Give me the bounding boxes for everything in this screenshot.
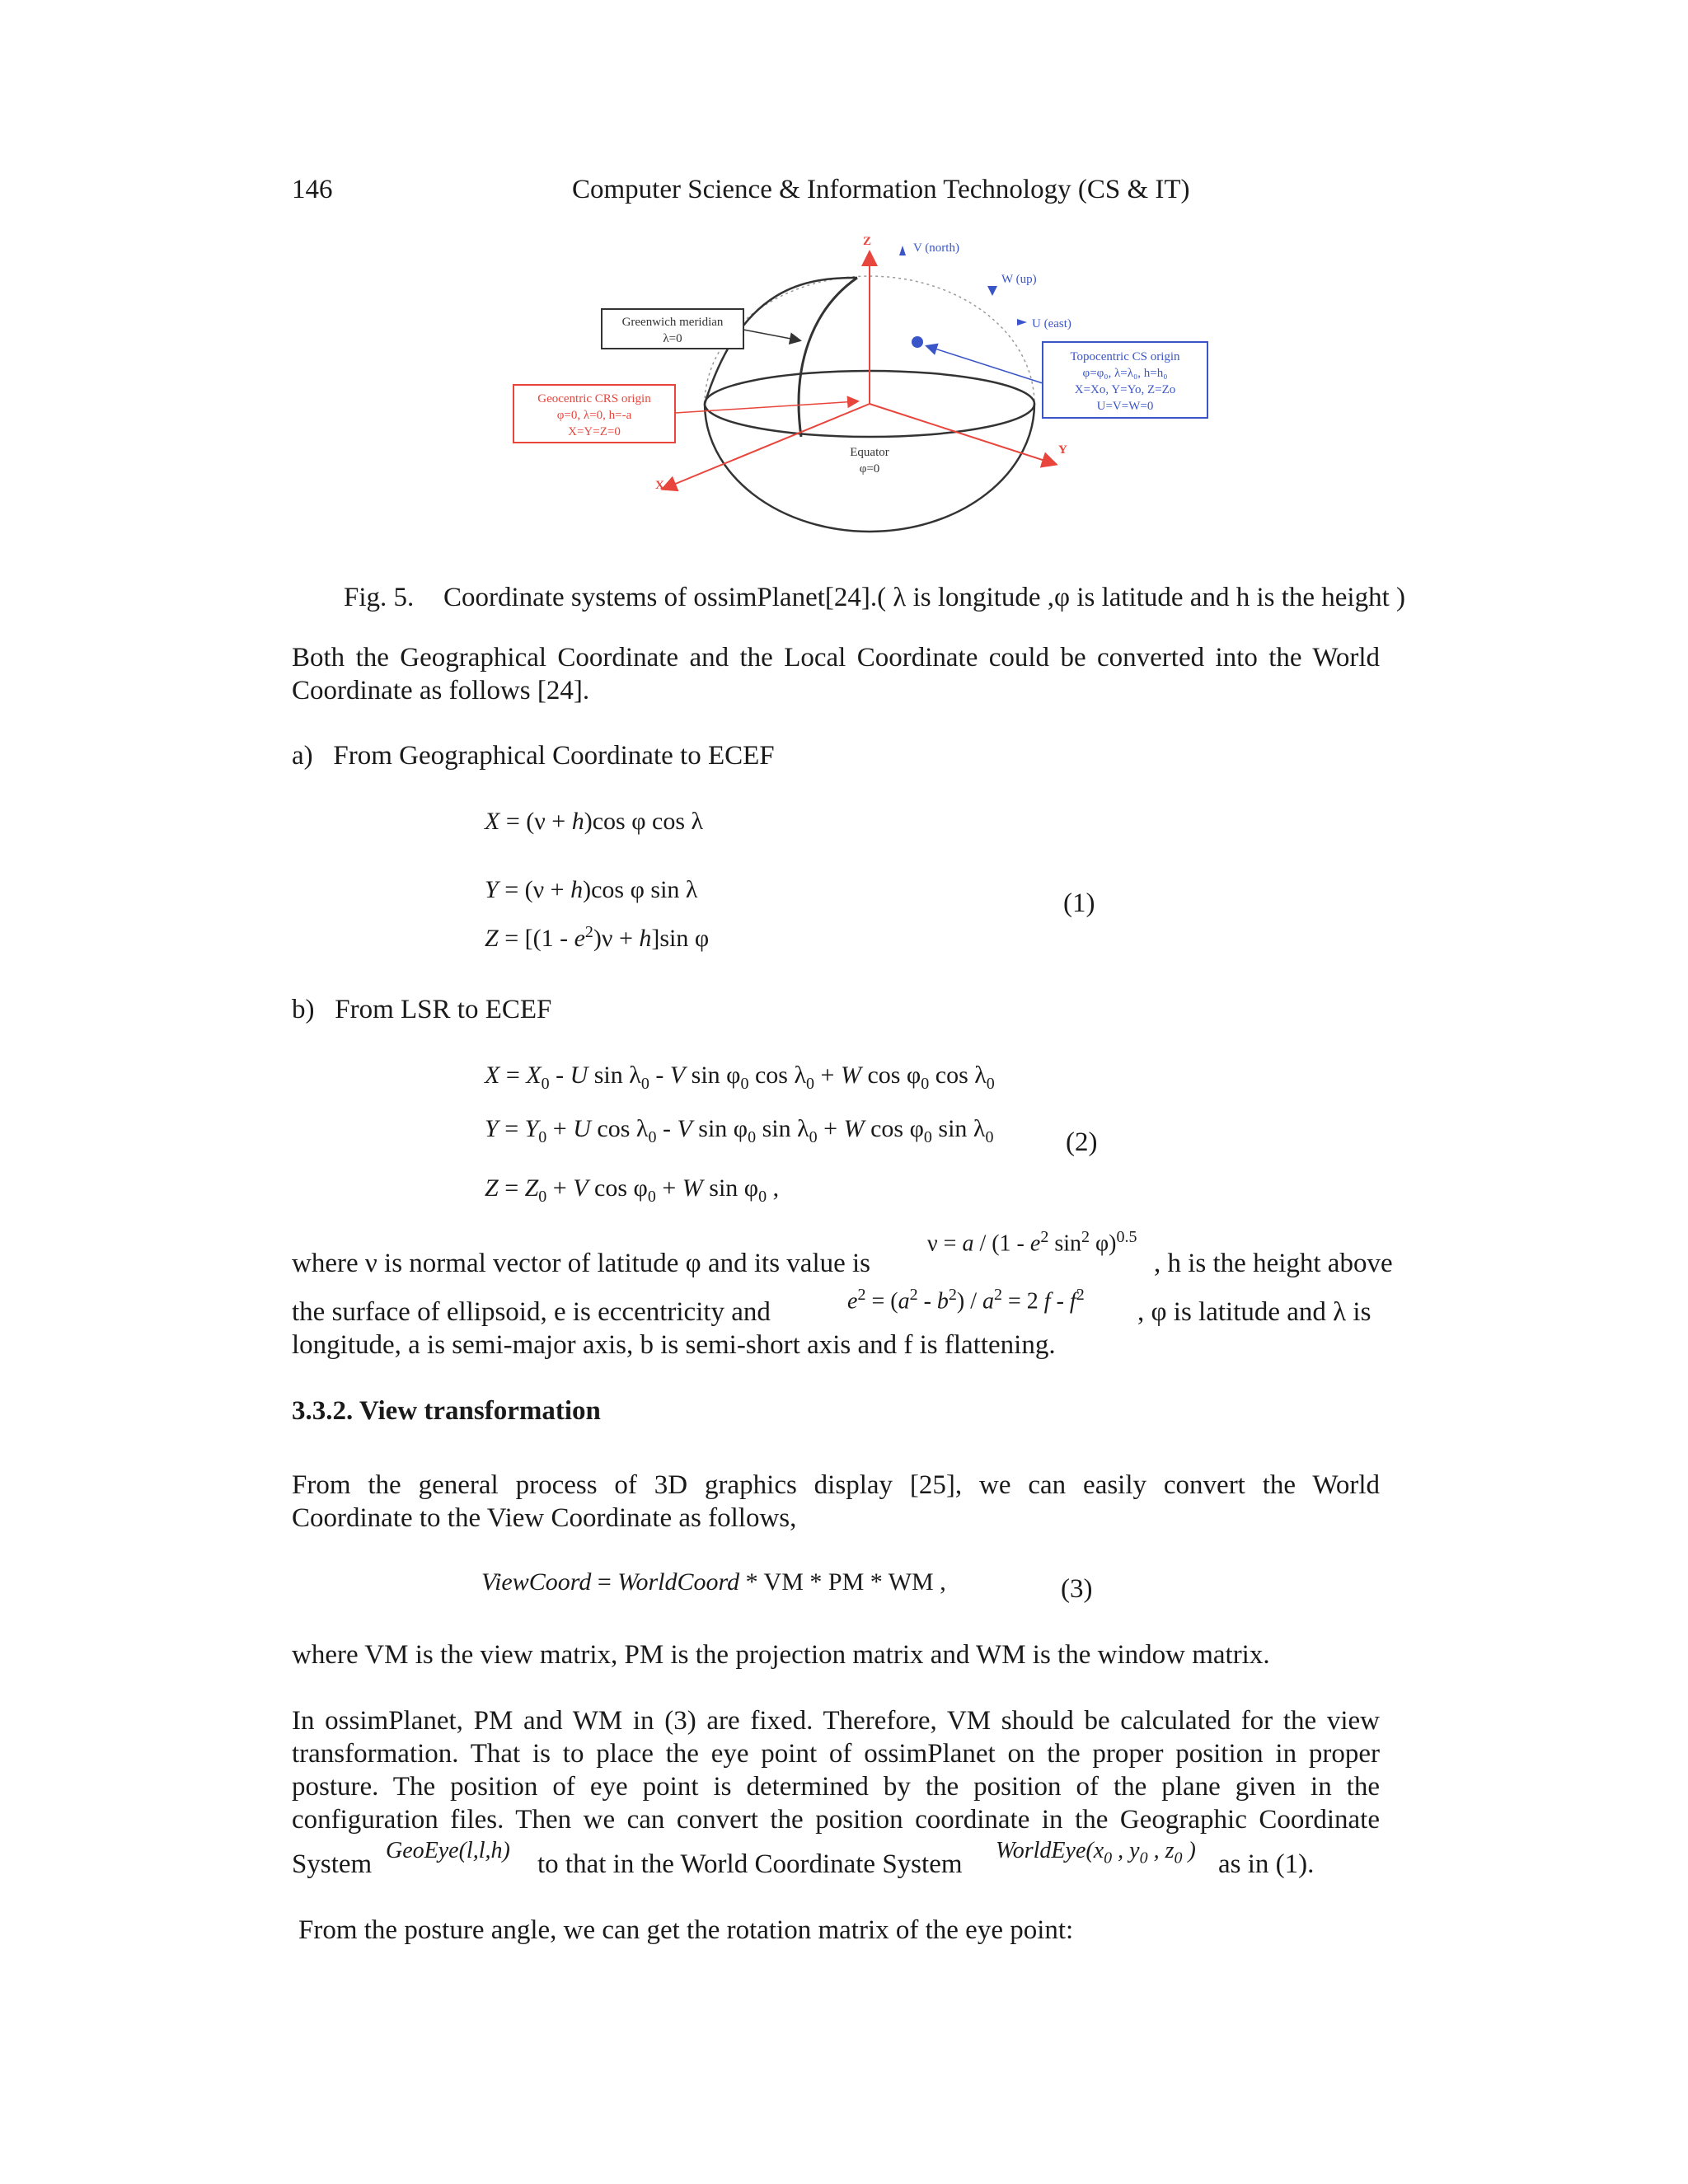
para6: From the posture angle, we can get the rotation matrix of the eye point:: [298, 1915, 1074, 1945]
eq2-number: (2): [1066, 1127, 1098, 1157]
y-axis-label: Y: [1058, 443, 1067, 457]
para2-line2-start: the surface of ellipsoid, e is eccentricity and: [292, 1297, 771, 1327]
geocentric-line1: φ=0, λ=0, h=-a: [556, 409, 632, 422]
eq3-formula: ViewCoord = WorldCoord * VM * PM * WM ,: [481, 1568, 946, 1596]
w-up-label: W (up): [1001, 273, 1037, 286]
equator-label: Equator: [850, 446, 889, 459]
para5-line3: posture. The position of eye point is determined by the position of the plane given in the: [292, 1772, 1380, 1802]
eq1-line-z: $Z = [(1 - e^2)\nu + h]\sin$ φ: [485, 923, 710, 952]
north-arrow-icon: [899, 246, 906, 255]
para5-line5-middle: to that in the World Coordinate System: [537, 1849, 963, 1879]
item-b-heading: b) From LSR to ECEF: [292, 995, 552, 1024]
topocentric-pointer: [927, 346, 1043, 383]
topocentric-line1: φ=φ₀, λ=λ₀, h=h₀: [1082, 367, 1168, 380]
greenwich-sub: λ=0: [663, 332, 682, 345]
v-north-label: V (north): [913, 241, 959, 255]
worldeye-formula: $WorldEye(x_0$ , $y_0$ , $z_0$ ): [996, 1838, 1196, 1868]
eq3-number: (3): [1061, 1574, 1093, 1604]
equator-sub: φ=0: [859, 462, 880, 476]
para2-line3: longitude, a is semi-major axis, b is semi-short axis and f is flattening.: [292, 1330, 1056, 1360]
para5-line4: configuration files. Then we can convert the position coordinate in the Geographic Coordinate: [292, 1805, 1380, 1835]
item-a-heading: a) From Geographical Coordinate to ECEF: [292, 741, 775, 771]
eq2-line-z: $Z = Z_0 + V$ $\cos \varphi_0 + W$ $\sin \varphi_0$ ,: [485, 1174, 780, 1206]
greenwich-title: Greenwich meridian: [621, 316, 724, 329]
topocentric-title: Topocentric CS origin: [1070, 350, 1180, 363]
coordinate-systems-figure: [495, 227, 1220, 540]
eq2-line-x: $X = X_0 - U$ $\sin \lambda_0$ - V $\sin \varphi_0$ $\cos \lambda_0 + W$ $\cos \varphi_0$ $\cos \lambda_0$: [485, 1062, 995, 1093]
eq1-line-y: Y = (ν + h)cos φ sin λ: [485, 876, 698, 903]
geocentric-title: Geocentric CRS origin: [537, 392, 651, 405]
para2-line1-end: , h is the height above: [1154, 1249, 1393, 1278]
eq2-line-y: $Y = Y_0 + U$ $\cos \lambda_0$ - V $\sin \varphi_0$ $\sin \lambda_0 + W$ $\cos \varphi_0$ $\sin \lambda_0$: [485, 1115, 994, 1146]
topocentric-line2: X=Xo, Y=Yo, Z=Zo: [1074, 383, 1176, 396]
para1-line1: Both the Geographical Coordinate and the Local Coordinate could be converted into the World: [292, 643, 1380, 673]
para4: where VM is the view matrix, PM is the projection matrix and WM is the window matrix.: [292, 1640, 1270, 1670]
figure-caption-label: Fig. 5.: [344, 583, 415, 612]
para2-line2-end: , φ is latitude and λ is: [1137, 1297, 1372, 1327]
east-arrow-icon: [1017, 319, 1027, 326]
greenwich-pointer: [743, 330, 799, 340]
figure-caption-text: Coordinate systems of ossimPlanet[24].( λ is longitude ,φ is latitude and h is the height ): [443, 583, 1405, 612]
x-axis: [663, 404, 870, 489]
para3-line2: Coordinate to the View Coordinate as follows,: [292, 1503, 797, 1533]
eccentricity-formula: $e^2 = (a^2 - b^2) / a^2 = 2$ f - $f^2$: [847, 1286, 1085, 1315]
para5-line5-start: System: [292, 1849, 373, 1879]
para2-line1-start: where ν is normal vector of latitude φ and its value is: [292, 1249, 871, 1278]
topocentric-line3: U=V=W=0: [1096, 400, 1154, 413]
para5-line2: transformation. That is to place the eye point of ossimPlanet on the proper position in proper: [292, 1739, 1380, 1769]
eq1-number: (1): [1063, 888, 1095, 918]
para5-line5-end: as in (1).: [1218, 1849, 1315, 1879]
geocentric-pointer: [675, 401, 857, 413]
z-axis-label: Z: [863, 235, 872, 248]
geocentric-line2: X=Y=Z=0: [568, 425, 621, 438]
x-axis-label: X: [655, 479, 664, 492]
up-arrow-icon: [987, 286, 997, 296]
para3-line1: From the general process of 3D graphics display [25], we can easily convert the World: [292, 1470, 1380, 1500]
eq1-line-x: X = (ν + h)cos φ cos λ: [485, 808, 704, 835]
u-east-label: U (east): [1032, 317, 1071, 330]
geoeye-formula: GeoEye(l,l,h): [386, 1838, 510, 1863]
para1-line2: Coordinate as follows [24].: [292, 676, 590, 705]
topocentric-point: [912, 336, 923, 348]
page-number: 146: [292, 175, 333, 204]
nu-formula: $\nu = a / (1 - e^2$ $\sin^2 \varphi)^{0.5}$: [927, 1228, 1137, 1257]
section-heading: 3.3.2. View transformation: [292, 1396, 601, 1426]
para5-line1: In ossimPlanet, PM and WM in (3) are fixed. Therefore, VM should be calculated for the view: [292, 1706, 1380, 1736]
running-header: Computer Science & Information Technology (CS & IT): [572, 175, 1190, 204]
